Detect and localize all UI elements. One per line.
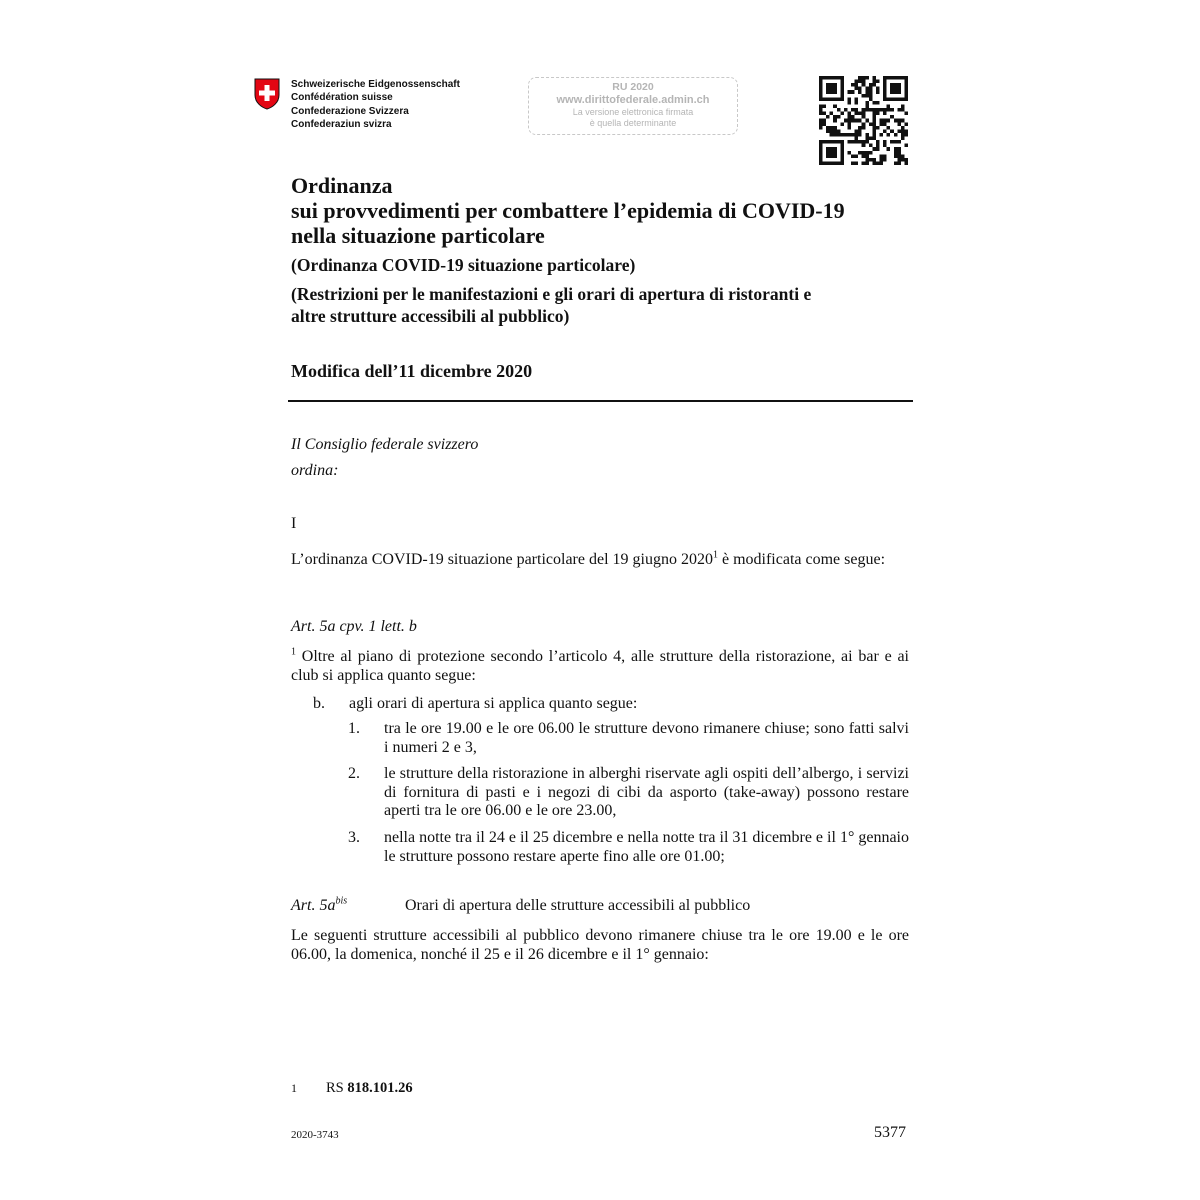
- list-item-number: 3.: [348, 829, 360, 846]
- document-id: 2020-3743: [291, 1129, 339, 1141]
- swiss-cross-icon: [254, 78, 280, 110]
- modification-date: Modifica dell’11 dicembre 2020: [291, 361, 533, 381]
- subject-line-1: (Restrizioni per le manifestazioni e gli orari di apertura di ristoranti e: [291, 284, 812, 304]
- subject-title: [291, 283, 811, 327]
- intro-end: è modificata come segue:: [717, 551, 886, 568]
- article-5a-heading: Art. 5a cpv. 1 lett. b: [291, 618, 417, 635]
- document-title: [291, 173, 845, 248]
- footnote-ref[interactable]: 1: [712, 549, 718, 561]
- title-line-1: Ordinanza: [291, 173, 393, 198]
- confed-name-fr: Confédération suisse: [291, 92, 393, 104]
- intro-text: L’ordinanza COVID-19 situazione particolare del 19 giugno 2020: [291, 551, 713, 568]
- letter-label: b.: [313, 695, 325, 712]
- preamble: [291, 432, 478, 484]
- article-label: Art. 5a: [291, 897, 336, 914]
- letter-text: agli orari di apertura si applica quanto segue:: [349, 695, 638, 712]
- stamp-note-1: La versione elettronica firmata: [572, 107, 694, 117]
- footnote-reference[interactable]: 818.101.26: [347, 1080, 413, 1096]
- footnote-text: [326, 1080, 413, 1097]
- title-line-3: nella situazione particolare: [291, 223, 545, 248]
- list-item-text: nella notte tra il 24 e il 25 dicembre e nella notte tra il 31 dicembre e il 1° gennaio le strutture possono restare aperte fino alle ore 01.00;: [384, 829, 909, 865]
- article-5abis-label: [291, 897, 347, 916]
- footnote-prefix: RS: [326, 1080, 348, 1096]
- list-item: [348, 765, 909, 821]
- confederation-names: [291, 78, 460, 132]
- title-line-2: sui provvedimenti per combattere l’epidemia di COVID-19: [291, 198, 845, 223]
- footnote-number: 1: [291, 1081, 297, 1095]
- section-number: I: [291, 515, 297, 532]
- publication-stamp: [528, 77, 738, 135]
- list-item: [348, 829, 909, 866]
- paragraph-number: 1: [291, 646, 296, 658]
- paragraph-text: Oltre al piano di protezione secondo l’articolo 4, alle strutture della ristorazione, ai bar e ai club si applica quanto segue:: [291, 648, 909, 684]
- confed-name-rm: Confederaziun svizra: [291, 119, 392, 131]
- letter-b: [313, 695, 637, 714]
- page-number: 5377: [874, 1124, 906, 1141]
- stamp-url[interactable]: www.dirittofederale.admin.ch: [556, 94, 710, 106]
- list-item-text: tra le ore 19.00 e le ore 06.00 le strutture devono rimanere chiuse; sono fatti salvi i numeri 2 e 3,: [384, 720, 909, 756]
- article-5a-paragraph: [291, 648, 909, 685]
- confed-name-de: Schweizerische Eidgenossenschaft: [291, 79, 460, 90]
- list-item-number: 2.: [348, 765, 360, 782]
- preamble-decree: ordina:: [291, 462, 339, 479]
- article-5abis-title: Orari di apertura delle strutture accessibili al pubblico: [405, 897, 751, 914]
- stamp-collection: RU 2020: [612, 81, 654, 93]
- subject-line-2: altre strutture accessibili al pubblico): [291, 306, 570, 326]
- stamp-note-2: è quella determinante: [589, 118, 677, 128]
- article-5abis-paragraph: Le seguenti strutture accessibili al pubblico devono rimanere chiuse tra le ore 19.00 e le ore 06.00, la domenica, nonché il 25 e il 26 dicembre e il 1° gennaio:: [291, 927, 909, 963]
- preamble-authority: Il Consiglio federale svizzero: [291, 436, 479, 453]
- list-item-number: 1.: [348, 720, 360, 737]
- confed-name-it: Confederazione Svizzera: [291, 105, 409, 117]
- title-divider: [288, 400, 913, 402]
- qr-code-icon: [819, 76, 908, 165]
- list-item: [348, 720, 909, 757]
- intro-paragraph: [291, 551, 909, 570]
- short-title: (Ordinanza COVID-19 situazione particolare): [291, 255, 636, 275]
- list-item-text: le strutture della ristorazione in alberghi riservate agli ospiti dell’albergo, i servizi di fornitura di pasti e i negozi di cibi da asporto (take-away) possono restare aperti tra le ore 06.00 e le ore 23.00,: [384, 765, 909, 819]
- article-label-sup: bis: [335, 895, 348, 907]
